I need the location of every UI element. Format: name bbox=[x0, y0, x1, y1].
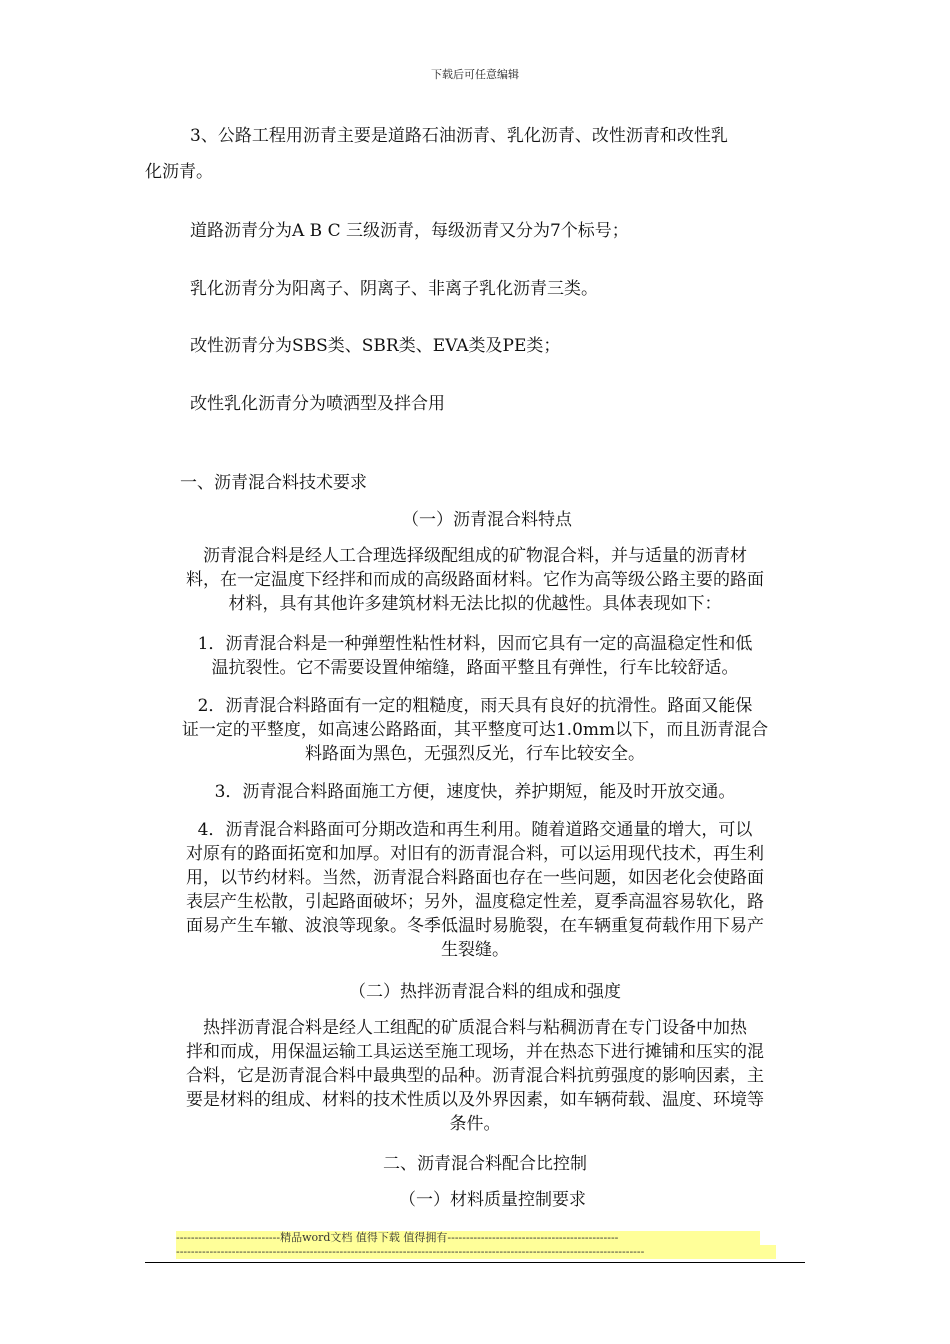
paragraph-point-2 bbox=[145, 694, 805, 766]
text-line: 条件。 bbox=[449, 1114, 501, 1134]
intro-item-road: 道路沥青分为A B C 三级沥青，每级沥青又分为7个标号； bbox=[190, 221, 629, 241]
section-1-subtitle-1: （一）沥青混合料特点 bbox=[402, 510, 572, 530]
text-line: 用，以节约材料。当然，沥青混合料路面也存在一些问题，如因老化会使路面 bbox=[186, 868, 764, 888]
intro-line-2: 化沥青。 bbox=[145, 162, 213, 182]
paragraph-point-3 bbox=[145, 780, 805, 804]
text-line: 1．沥青混合料是一种弹塑性粘性材料，因而它具有一定的高温稳定性和低 bbox=[197, 634, 753, 654]
paragraph-point-4 bbox=[145, 818, 805, 962]
text-line: 热拌沥青混合料是经人工组配的矿质混合料与粘稠沥青在专门设备中加热 bbox=[203, 1018, 747, 1038]
section-1-subtitle-2: （二）热拌沥青混合料的组成和强度 bbox=[349, 982, 621, 1002]
section-1-title: 一、沥青混合料技术要求 bbox=[180, 473, 367, 493]
paragraph-hot-mix bbox=[145, 1016, 805, 1136]
text-line: 表层产生松散，引起路面破坏；另外，温度稳定性差，夏季高温容易软化，路 bbox=[186, 892, 764, 912]
text-line: 拌和而成，用保温运输工具运送至施工现场，并在热态下进行摊铺和压实的混 bbox=[186, 1042, 764, 1062]
page-header: 下载后可任意编辑 bbox=[431, 68, 519, 81]
intro-item-modified-emulsified: 改性乳化沥青分为喷洒型及拌合用 bbox=[190, 394, 445, 414]
paragraph-intro bbox=[145, 544, 805, 616]
text-line: 沥青混合料是经人工合理选择级配组成的矿物混合料，并与适量的沥青材 bbox=[203, 546, 747, 566]
text-line: 对原有的路面拓宽和加厚。对旧有的沥青混合料，可以运用现代技术，再生利 bbox=[186, 844, 764, 864]
text-line: 4．沥青混合料路面可分期改造和再生利用。随着道路交通量的增大，可以 bbox=[197, 820, 753, 840]
text-line: 证一定的平整度，如高速公路路面，其平整度可达1.0mm以下，而且沥青混合 bbox=[181, 720, 769, 740]
section-2-title: 二、沥青混合料配合比控制 bbox=[383, 1154, 587, 1174]
text-line: 要是材料的组成、材料的技术性质以及外界因素，如车辆荷载、温度、环境等 bbox=[186, 1090, 764, 1110]
footer-rule bbox=[145, 1262, 805, 1263]
text-line: 材料，具有其他许多建筑材料无法比拟的优越性。具体表现如下： bbox=[228, 594, 722, 614]
text-line: 料，在一定温度下经拌和而成的高级路面材料。它作为高等级公路主要的路面 bbox=[186, 570, 764, 590]
footer-band-bottom: ------------------------------------------------------------------------------------------------------------------------------ bbox=[176, 1245, 776, 1259]
paragraph-point-1 bbox=[145, 632, 805, 680]
text-line: 3．沥青混合料路面施工方便，速度快，养护期短，能及时开放交通。 bbox=[214, 782, 736, 802]
section-2-subtitle-1: （一）材料质量控制要求 bbox=[399, 1190, 586, 1210]
footer-band-top: ----------------------------精品word文档 值得下载 值得拥有---------------------------------------------- bbox=[176, 1231, 760, 1245]
text-line: 面易产生车辙、波浪等现象。冬季低温时易脆裂，在车辆重复荷载作用下易产 bbox=[186, 916, 764, 936]
intro-item-modified: 改性沥青分为SBS类、SBR类、EVA类及PE类； bbox=[190, 336, 561, 356]
intro-item-emulsified: 乳化沥青分为阳离子、阴离子、非离子乳化沥青三类。 bbox=[190, 279, 598, 299]
intro-line-1: 3、公路工程用沥青主要是道路石油沥青、乳化沥青、改性沥青和改性乳 bbox=[190, 126, 728, 146]
text-line: 生裂缝。 bbox=[441, 940, 509, 960]
text-line: 合料，它是沥青混合料中最典型的品种。沥青混合料抗剪强度的影响因素，主 bbox=[186, 1066, 764, 1086]
text-line: 料路面为黑色，无强烈反光，行车比较安全。 bbox=[305, 744, 645, 764]
text-line: 2．沥青混合料路面有一定的粗糙度，雨天具有良好的抗滑性。路面又能保 bbox=[197, 696, 753, 716]
text-line: 温抗裂性。它不需要设置伸缩缝，路面平整且有弹性，行车比较舒适。 bbox=[211, 658, 739, 678]
footer-banner bbox=[176, 1231, 776, 1259]
